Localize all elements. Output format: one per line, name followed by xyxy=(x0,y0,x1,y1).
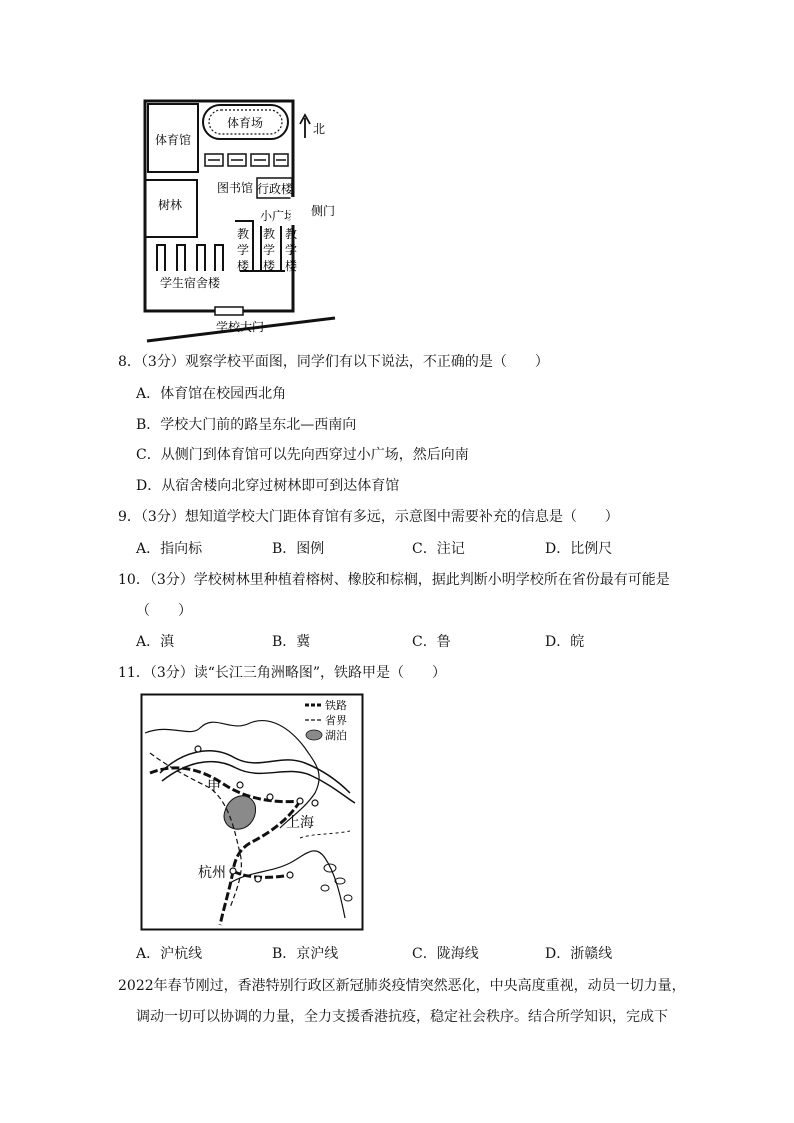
q10-option-b[interactable]: B．冀 xyxy=(272,634,311,650)
q10-option-d[interactable]: D．皖 xyxy=(545,634,585,650)
svg-text:教: 教 xyxy=(262,227,276,241)
main-gate xyxy=(215,307,243,315)
dormitory-label: 学生宿舍楼 xyxy=(159,276,221,290)
svg-text:楼: 楼 xyxy=(236,259,250,273)
q10-option-c[interactable]: C．鲁 xyxy=(412,634,451,650)
yangtze-delta-map xyxy=(140,693,366,933)
stadium-label: 体育场 xyxy=(226,116,264,130)
label-jia: 甲 xyxy=(207,779,221,795)
q9-option-b[interactable]: B．图例 xyxy=(272,541,325,557)
library-label: 图书馆 xyxy=(216,181,254,195)
question-10-bracket: （ ） xyxy=(136,603,192,619)
north-arrow-icon xyxy=(300,115,310,138)
north-label: 北 xyxy=(312,122,326,136)
campus-map xyxy=(135,93,345,348)
passage-line-1: 2022年春节刚过，香港特别行政区新冠肺炎疫情突然恶化，中央高度重视，动员一切力量， xyxy=(118,978,686,994)
label-hangzhou: 杭州 xyxy=(198,865,226,881)
q11-option-b[interactable]: B．京沪线 xyxy=(272,946,339,962)
legend-boundary-label: 省界 xyxy=(325,714,347,727)
gym-label: 体育馆 xyxy=(154,133,192,147)
map-legend xyxy=(305,698,347,742)
q11-option-d[interactable]: D．浙赣线 xyxy=(545,946,613,962)
q8-option-a[interactable]: A．体育馆在校园西北角 xyxy=(136,386,287,402)
svg-text:教: 教 xyxy=(284,227,298,241)
dormitory-buildings xyxy=(157,245,223,271)
teaching-building-2-label xyxy=(263,226,276,273)
teaching-building-3-label xyxy=(285,226,298,273)
question-10: 10．（3分）学校树林里种植着榕树、橡胶和棕榈，据此判断小明学校所在省份最有可能是 xyxy=(118,572,670,588)
svg-text:楼: 楼 xyxy=(262,259,276,273)
svg-text:学: 学 xyxy=(284,243,298,257)
q9-option-a[interactable]: A．指向标 xyxy=(136,541,203,557)
svg-text:楼: 楼 xyxy=(284,259,298,273)
legend-lake-icon xyxy=(306,730,322,740)
question-9: 9．（3分）想知道学校大门距体育馆有多远，示意图中需要补充的信息是（ ） xyxy=(118,509,619,525)
svg-text:教: 教 xyxy=(236,227,250,241)
teaching-building-1-label xyxy=(237,226,250,273)
passage-line-2: 调动一切可以协调的力量，全力支援香港抗疫，稳定社会秩序。结合所学知识，完成下 xyxy=(136,1009,668,1025)
question-8: 8．（3分）观察学校平面图，同学们有以下说法，不正确的是（ ） xyxy=(118,354,549,370)
sports-courts xyxy=(205,154,288,166)
question-11: 11．（3分）读“长江三角洲略图”，铁路甲是（ ） xyxy=(118,665,447,681)
small-square-label: 小广场 xyxy=(259,209,297,223)
svg-text:学: 学 xyxy=(262,243,276,257)
side-gate-label: 侧门 xyxy=(310,204,336,218)
svg-text:学: 学 xyxy=(236,243,250,257)
label-shanghai: 上海 xyxy=(286,815,314,831)
q8-option-c[interactable]: C．从侧门到体育馆可以先向西穿过小广场，然后向南 xyxy=(136,447,469,463)
q8-option-b[interactable]: B．学校大门前的路呈东北—西南向 xyxy=(136,417,357,433)
woods-label: 树林 xyxy=(157,198,183,212)
q9-option-c[interactable]: C．注记 xyxy=(412,541,465,557)
legend-railway-label: 铁路 xyxy=(325,699,347,712)
main-gate-label: 学校大门 xyxy=(215,320,265,334)
admin-label: 行政楼 xyxy=(256,182,294,196)
legend-lake-label: 湖泊 xyxy=(325,729,347,742)
q11-option-a[interactable]: A．沪杭线 xyxy=(136,946,203,962)
q10-option-a[interactable]: A．滇 xyxy=(136,634,175,650)
q9-option-d[interactable]: D．比例尺 xyxy=(545,541,613,557)
q8-option-d[interactable]: D．从宿舍楼向北穿过树林即可到达体育馆 xyxy=(136,478,400,494)
q11-option-c[interactable]: C．陇海线 xyxy=(412,946,479,962)
